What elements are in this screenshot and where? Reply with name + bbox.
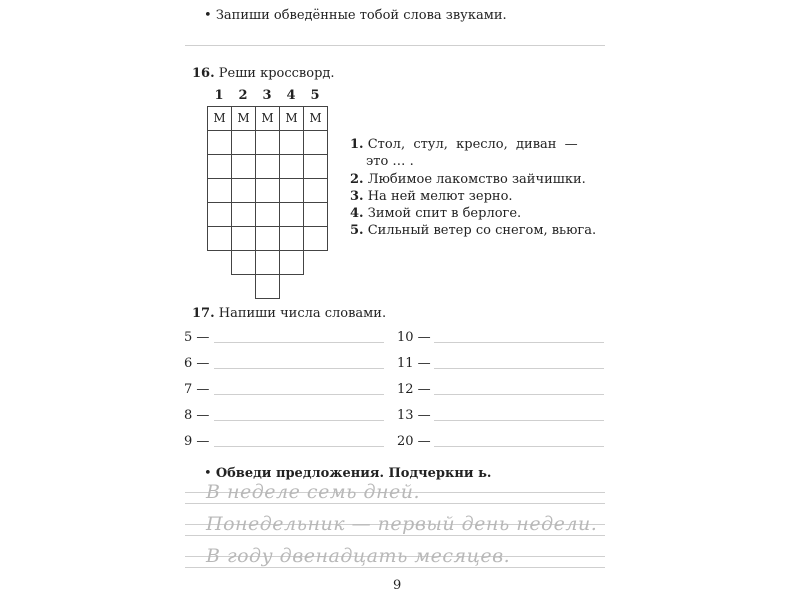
crossword-cell[interactable]: [255, 154, 280, 179]
crossword-cell[interactable]: [303, 226, 328, 251]
clue-4: [350, 205, 521, 222]
task-number: 17.: [192, 306, 215, 321]
answer-line[interactable]: [434, 368, 604, 369]
clue-text: Сильный ветер со снегом, вьюга.: [367, 223, 597, 238]
clue-text: Любимое лакомство зайчишки.: [367, 172, 586, 187]
clue-2: [350, 171, 586, 188]
crossword-cell[interactable]: М: [231, 106, 256, 131]
divider: [185, 45, 605, 46]
crossword-cell[interactable]: М: [255, 106, 280, 131]
clue-text: Стол, стул, кресло, диван —: [367, 137, 578, 152]
clue-number: 1.: [350, 137, 364, 152]
clue-number: 4.: [350, 206, 364, 221]
crossword-cell[interactable]: [255, 226, 280, 251]
bullet: •: [204, 466, 212, 481]
guide-line: [185, 535, 605, 536]
task-title: Напиши числа словами.: [218, 306, 387, 321]
number-label: 13 —: [397, 408, 431, 423]
crossword-cell[interactable]: [255, 202, 280, 227]
crossword-cell[interactable]: [207, 226, 232, 251]
crossword-cell[interactable]: [207, 154, 232, 179]
crossword-cell[interactable]: [303, 154, 328, 179]
instruction-text: Обведи предложения. Подчеркни ь.: [215, 466, 492, 481]
crossword-cell[interactable]: [279, 202, 304, 227]
crossword-cell[interactable]: [231, 178, 256, 203]
task16-heading: [192, 66, 335, 82]
number-label: 9 —: [184, 434, 210, 449]
bullet: •: [204, 8, 212, 23]
crossword-cell[interactable]: М: [303, 106, 328, 131]
task-title: Реши кроссворд.: [218, 66, 335, 81]
crossword-cell[interactable]: [303, 130, 328, 155]
cursive-instruction: [204, 466, 491, 482]
clue-text: На ней мелют зерно.: [367, 189, 513, 204]
column-number: 2: [238, 88, 248, 103]
crossword-cell[interactable]: [255, 274, 280, 299]
crossword-cell[interactable]: [231, 202, 256, 227]
clue-continuation: это … .: [366, 154, 414, 169]
crossword-cell[interactable]: [255, 250, 280, 275]
guide-line: [185, 503, 605, 504]
number-label: 8 —: [184, 408, 210, 423]
task-number: 16.: [192, 66, 215, 81]
crossword-cell[interactable]: [231, 154, 256, 179]
instruction-text: Запиши обведённые тобой слова звуками.: [215, 8, 507, 23]
number-label: 10 —: [397, 330, 431, 345]
column-number: 1: [214, 88, 224, 103]
clue-3: [350, 188, 513, 205]
crossword-cell[interactable]: [207, 130, 232, 155]
cursive-sentence[interactable]: В году двенадцать месяцев.: [206, 545, 511, 567]
answer-line[interactable]: [214, 368, 384, 369]
top-instruction: [204, 8, 507, 24]
clue-number: 5.: [350, 223, 364, 238]
column-number: 5: [310, 88, 320, 103]
crossword-cell[interactable]: М: [279, 106, 304, 131]
answer-line[interactable]: [214, 394, 384, 395]
task17-heading: [192, 306, 386, 322]
answer-line[interactable]: [214, 420, 384, 421]
crossword-cell[interactable]: [279, 130, 304, 155]
crossword-cell[interactable]: [231, 250, 256, 275]
answer-line[interactable]: [434, 342, 604, 343]
crossword-cell[interactable]: [255, 130, 280, 155]
crossword-cell[interactable]: [255, 178, 280, 203]
number-label: 5 —: [184, 330, 210, 345]
number-label: 11 —: [397, 356, 431, 371]
clue-5: [350, 222, 596, 239]
column-number: 3: [262, 88, 272, 103]
answer-line[interactable]: [214, 446, 384, 447]
number-label: 12 —: [397, 382, 431, 397]
clue-number: 3.: [350, 189, 364, 204]
crossword-cell[interactable]: [303, 202, 328, 227]
page-number: 9: [393, 578, 402, 593]
guide-line: [185, 567, 605, 568]
answer-line[interactable]: [434, 446, 604, 447]
crossword-cell[interactable]: [231, 226, 256, 251]
column-number: 4: [286, 88, 296, 103]
number-label: 7 —: [184, 382, 210, 397]
answer-line[interactable]: [434, 420, 604, 421]
crossword-cell[interactable]: [279, 226, 304, 251]
crossword-cell[interactable]: [207, 202, 232, 227]
answer-line[interactable]: [214, 342, 384, 343]
crossword-cell[interactable]: М: [207, 106, 232, 131]
cursive-sentence[interactable]: В неделе семь дней.: [206, 481, 421, 503]
clue-text: Зимой спит в берлоге.: [367, 206, 522, 221]
number-label: 20 —: [397, 434, 431, 449]
number-label: 6 —: [184, 356, 210, 371]
crossword-cell[interactable]: [279, 250, 304, 275]
crossword-cell[interactable]: [279, 154, 304, 179]
clue-number: 2.: [350, 172, 364, 187]
answer-line[interactable]: [434, 394, 604, 395]
clue-1: [350, 136, 605, 170]
cursive-sentence[interactable]: Понедельник — первый день недели.: [206, 513, 598, 535]
crossword-cell[interactable]: [303, 178, 328, 203]
crossword-cell[interactable]: [279, 178, 304, 203]
crossword-cell[interactable]: [231, 130, 256, 155]
crossword-cell[interactable]: [207, 178, 232, 203]
